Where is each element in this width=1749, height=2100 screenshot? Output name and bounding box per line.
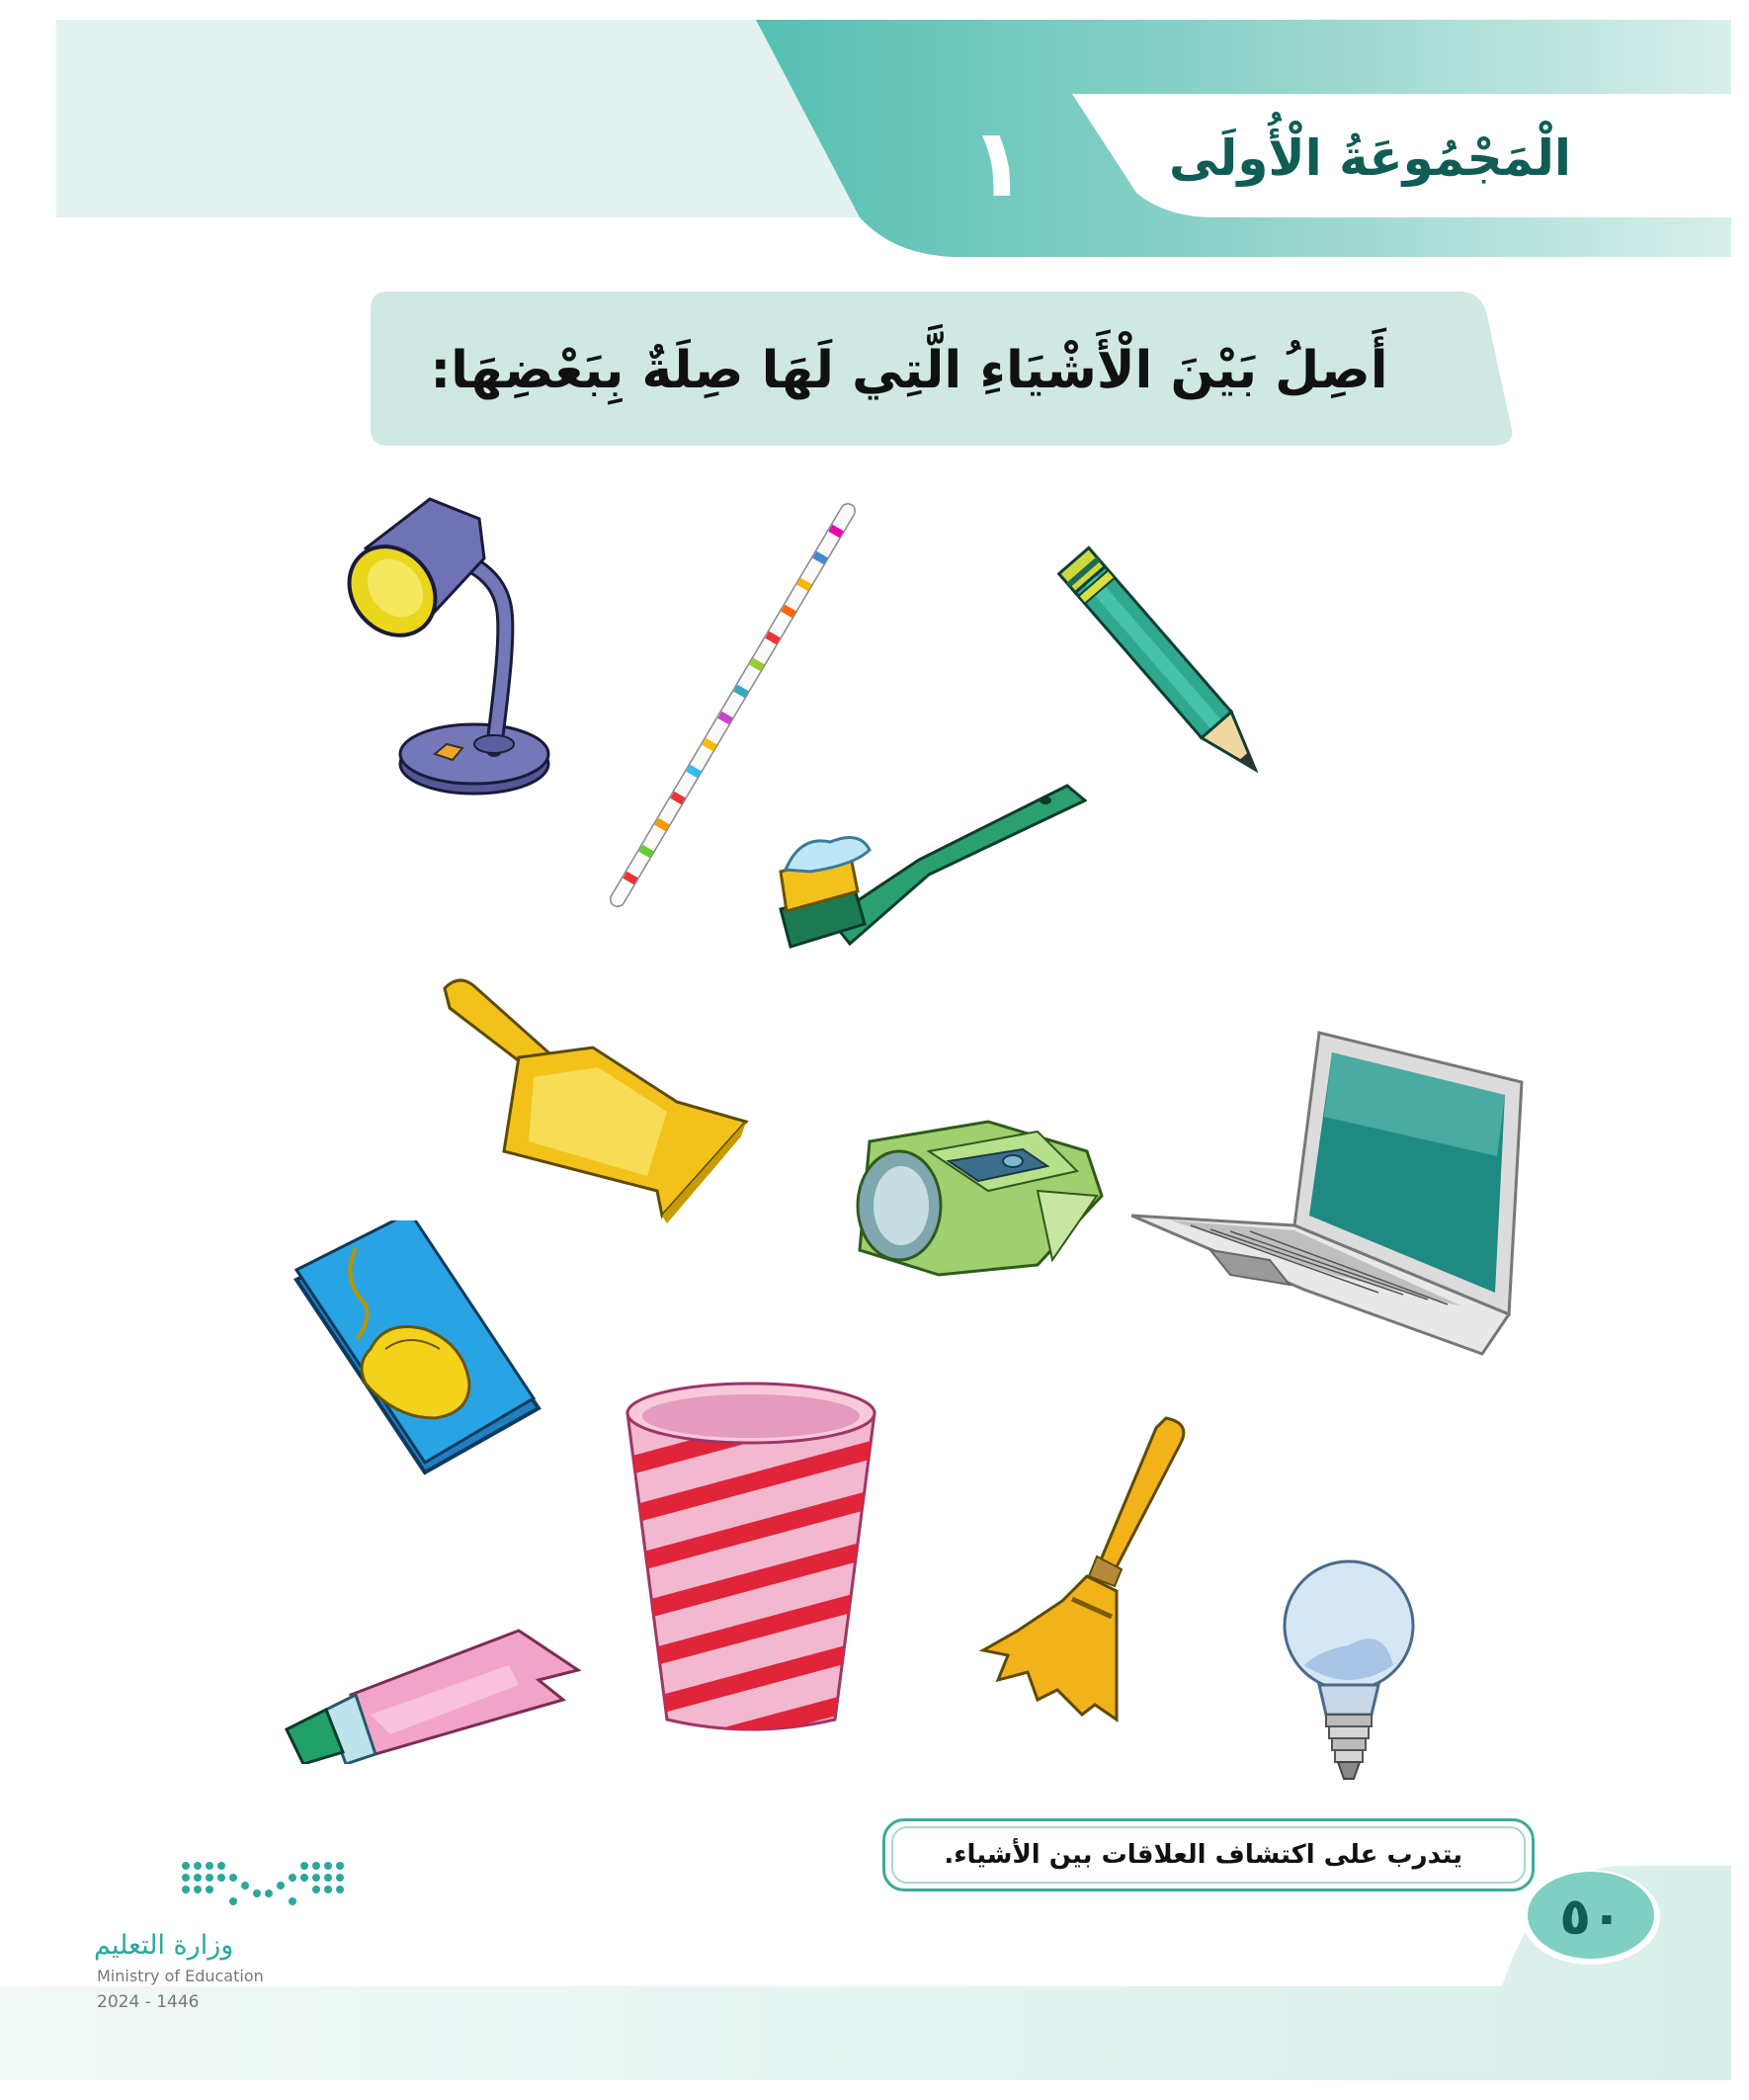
instruction-text: أَصِلُ بَيْنَ الْأَشْيَاءِ الَّتِي لَهَا صِلَةٌ بِبَعْضِهَا: bbox=[430, 341, 1388, 400]
striped-cup-image[interactable] bbox=[623, 1379, 879, 1739]
computer-mouse-image[interactable] bbox=[287, 1220, 543, 1477]
dustpan-image[interactable] bbox=[435, 978, 751, 1225]
lesson-number: ١ bbox=[968, 108, 1028, 218]
broom-image[interactable] bbox=[978, 1413, 1196, 1724]
group-title: الْمَجْمُوعَةُ الْأُولَى bbox=[1168, 129, 1571, 187]
ministry-logo-icon bbox=[178, 1858, 351, 1917]
page-number: ٥٠ bbox=[1559, 1888, 1623, 1947]
ministry-name-ar: وزارة التعليم bbox=[94, 1930, 234, 1961]
desk-lamp-image[interactable] bbox=[336, 489, 558, 810]
laptop-image[interactable] bbox=[1131, 1028, 1527, 1359]
toothpaste-tube-image[interactable] bbox=[282, 1626, 583, 1764]
year-label: 2024 - 1446 bbox=[97, 1992, 200, 2012]
light-bulb-image[interactable] bbox=[1275, 1556, 1423, 1789]
pencil-sharpener-image[interactable] bbox=[840, 1112, 1107, 1285]
pencil-image[interactable] bbox=[1047, 529, 1314, 840]
objective-text: يتدرب على اكتشاف العلاقات بين الأشياء. bbox=[944, 1840, 1462, 1870]
ministry-name-en: Ministry of Education bbox=[97, 1967, 264, 1985]
toothbrush-image[interactable] bbox=[771, 781, 1087, 964]
